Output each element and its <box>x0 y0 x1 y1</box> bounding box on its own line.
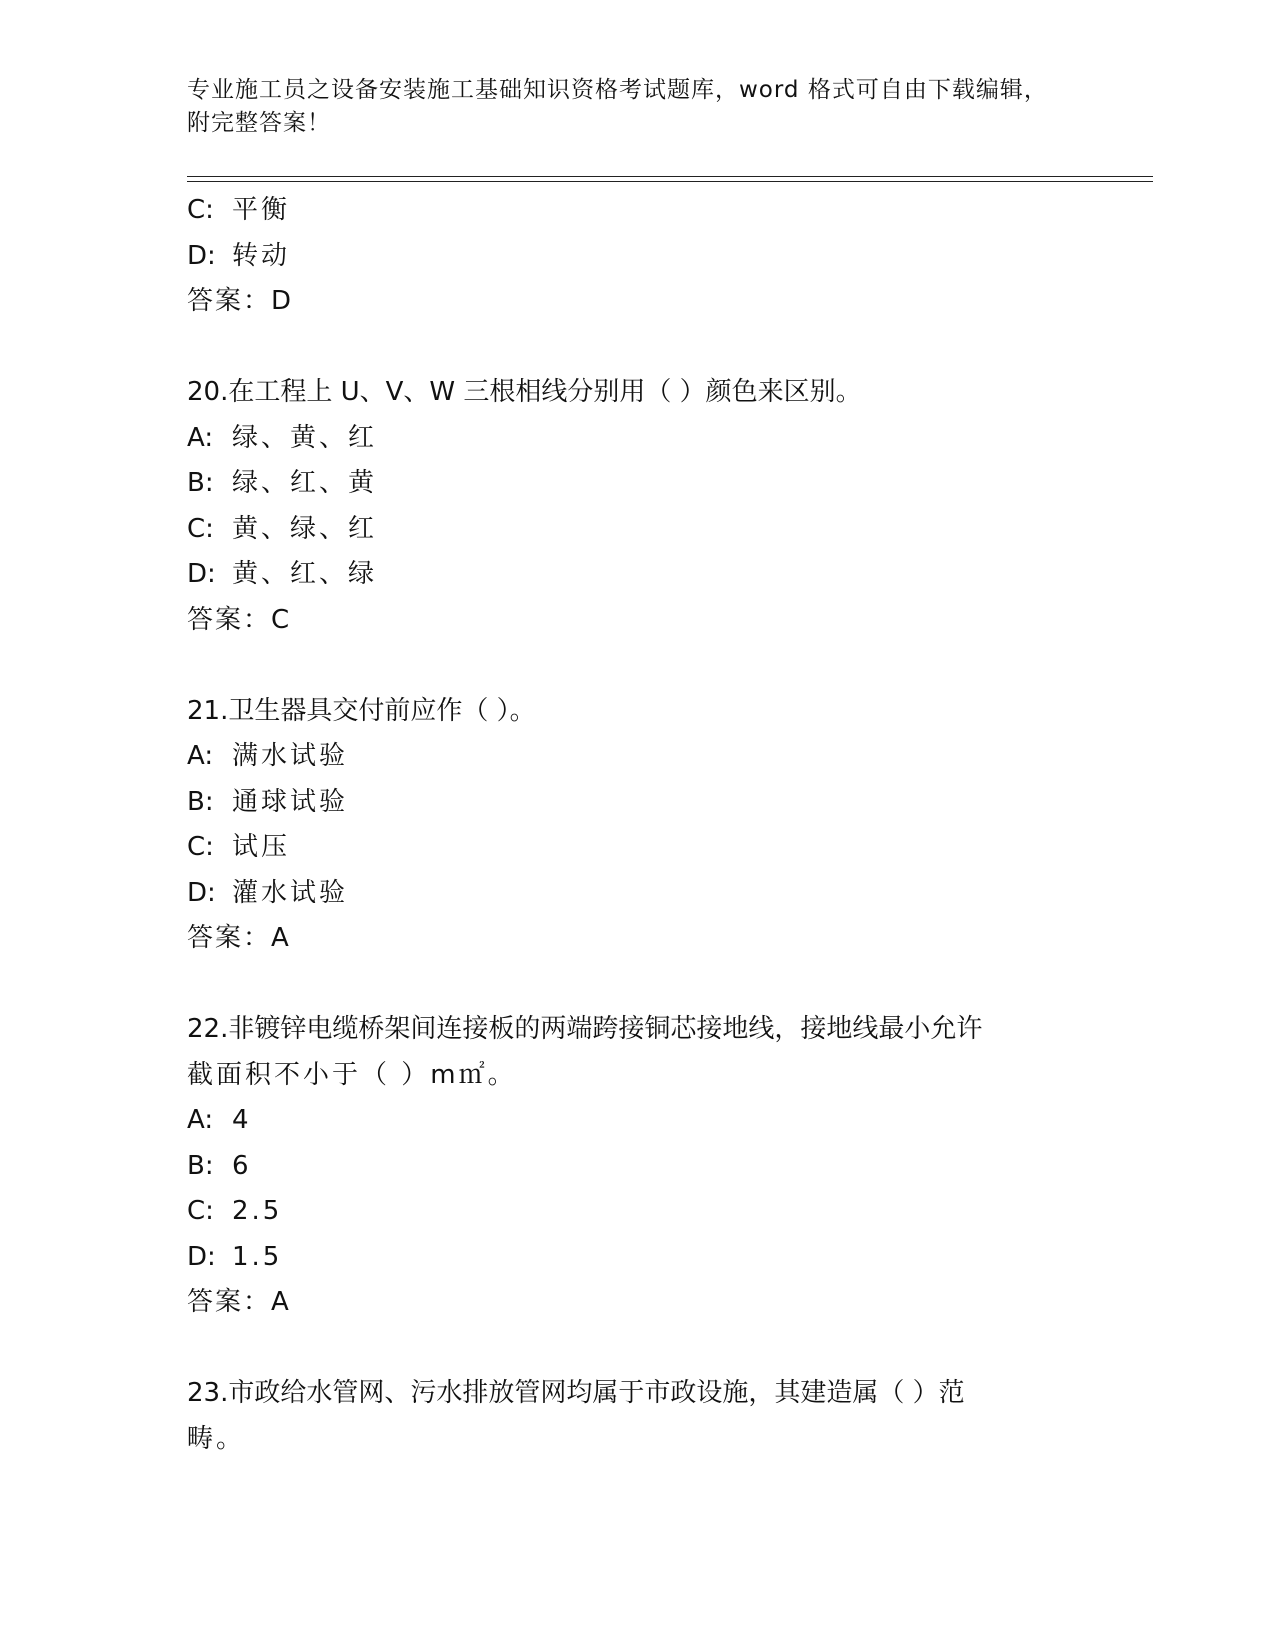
option-text: 1.5 <box>232 1241 283 1272</box>
answer-line: 答案：D <box>187 286 294 316</box>
option-line <box>187 507 1087 553</box>
option-text: 黄、红、绿 <box>232 559 378 589</box>
header-line-1: 专业施工员之设备安装施工基础知识资格考试题库，word 格式可自由下载编辑， <box>187 77 1048 103</box>
question-list <box>187 188 1087 1462</box>
question-22 <box>187 1007 1087 1371</box>
answer-line: 答案：A <box>187 923 291 953</box>
option-key: C: <box>187 513 214 544</box>
option-line <box>187 1098 1087 1144</box>
option-key: B: <box>187 786 214 817</box>
answer-line: 答案：C <box>187 604 292 635</box>
option-line <box>187 734 1087 780</box>
question-continuation <box>187 188 1087 370</box>
question-gap <box>187 962 1087 1008</box>
header-line-2: 附完整答案！ <box>187 110 331 136</box>
option-key: D: <box>187 1241 216 1272</box>
option-key: C: <box>187 1196 214 1226</box>
option-text: 6 <box>232 1150 252 1181</box>
option-key: C: <box>187 195 214 225</box>
option-line <box>187 871 1087 917</box>
option-text: 黄、绿、红 <box>232 513 378 544</box>
option-line <box>187 780 1087 826</box>
option-line <box>187 1189 1087 1235</box>
question-gap <box>187 1326 1087 1372</box>
option-key: B: <box>187 468 214 498</box>
option-line <box>187 552 1087 598</box>
option-line <box>187 825 1087 871</box>
option-text: 灌水试验 <box>232 877 349 908</box>
option-key: A: <box>187 422 214 453</box>
question-gap <box>187 325 1087 371</box>
question-stem: 21.卫生器具交付前应作（ ）。 <box>187 695 536 726</box>
question-gap <box>187 643 1087 689</box>
option-line <box>187 234 1087 280</box>
question-stem: 22.非镀锌电缆桥架间连接板的两端跨接铜芯接地线，接地线最小允许 <box>187 1014 983 1044</box>
answer-line: 答案：A <box>187 1287 291 1317</box>
option-key: D: <box>187 559 216 589</box>
option-text: 绿、红、黄 <box>232 468 378 498</box>
option-text: 平衡 <box>232 195 291 225</box>
document-header <box>187 74 1067 140</box>
option-key: D: <box>187 877 216 908</box>
option-line <box>187 416 1087 462</box>
option-key: D: <box>187 240 216 271</box>
question-20 <box>187 370 1087 689</box>
header-divider-bottom <box>187 181 1153 182</box>
option-key: A: <box>187 741 214 771</box>
question-23 <box>187 1371 1087 1462</box>
question-stem: 23.市政给水管网、污水排放管网均属于市政设施，其建造属（ ）范 <box>187 1378 965 1408</box>
question-stem-continuation: 截面积不小于（ ）m㎡。 <box>187 1059 517 1090</box>
question-21 <box>187 689 1087 1008</box>
option-text: 转动 <box>232 240 291 271</box>
option-text: 满水试验 <box>232 741 349 771</box>
question-stem-continuation: 畴。 <box>187 1423 246 1454</box>
header-divider-top <box>187 176 1153 177</box>
option-line <box>187 461 1087 507</box>
option-line <box>187 1235 1087 1281</box>
option-text: 2.5 <box>232 1196 283 1226</box>
question-stem: 20.在工程上 U、V、W 三根相线分别用（ ）颜色来区别。 <box>187 377 862 407</box>
option-key: C: <box>187 832 214 862</box>
option-key: B: <box>187 1150 214 1181</box>
option-key: A: <box>187 1105 214 1135</box>
option-line <box>187 188 1087 234</box>
option-text: 绿、黄、红 <box>232 422 378 453</box>
option-line <box>187 1144 1087 1190</box>
option-text: 试压 <box>232 832 291 862</box>
option-text: 通球试验 <box>232 786 349 817</box>
option-text: 4 <box>232 1105 252 1135</box>
